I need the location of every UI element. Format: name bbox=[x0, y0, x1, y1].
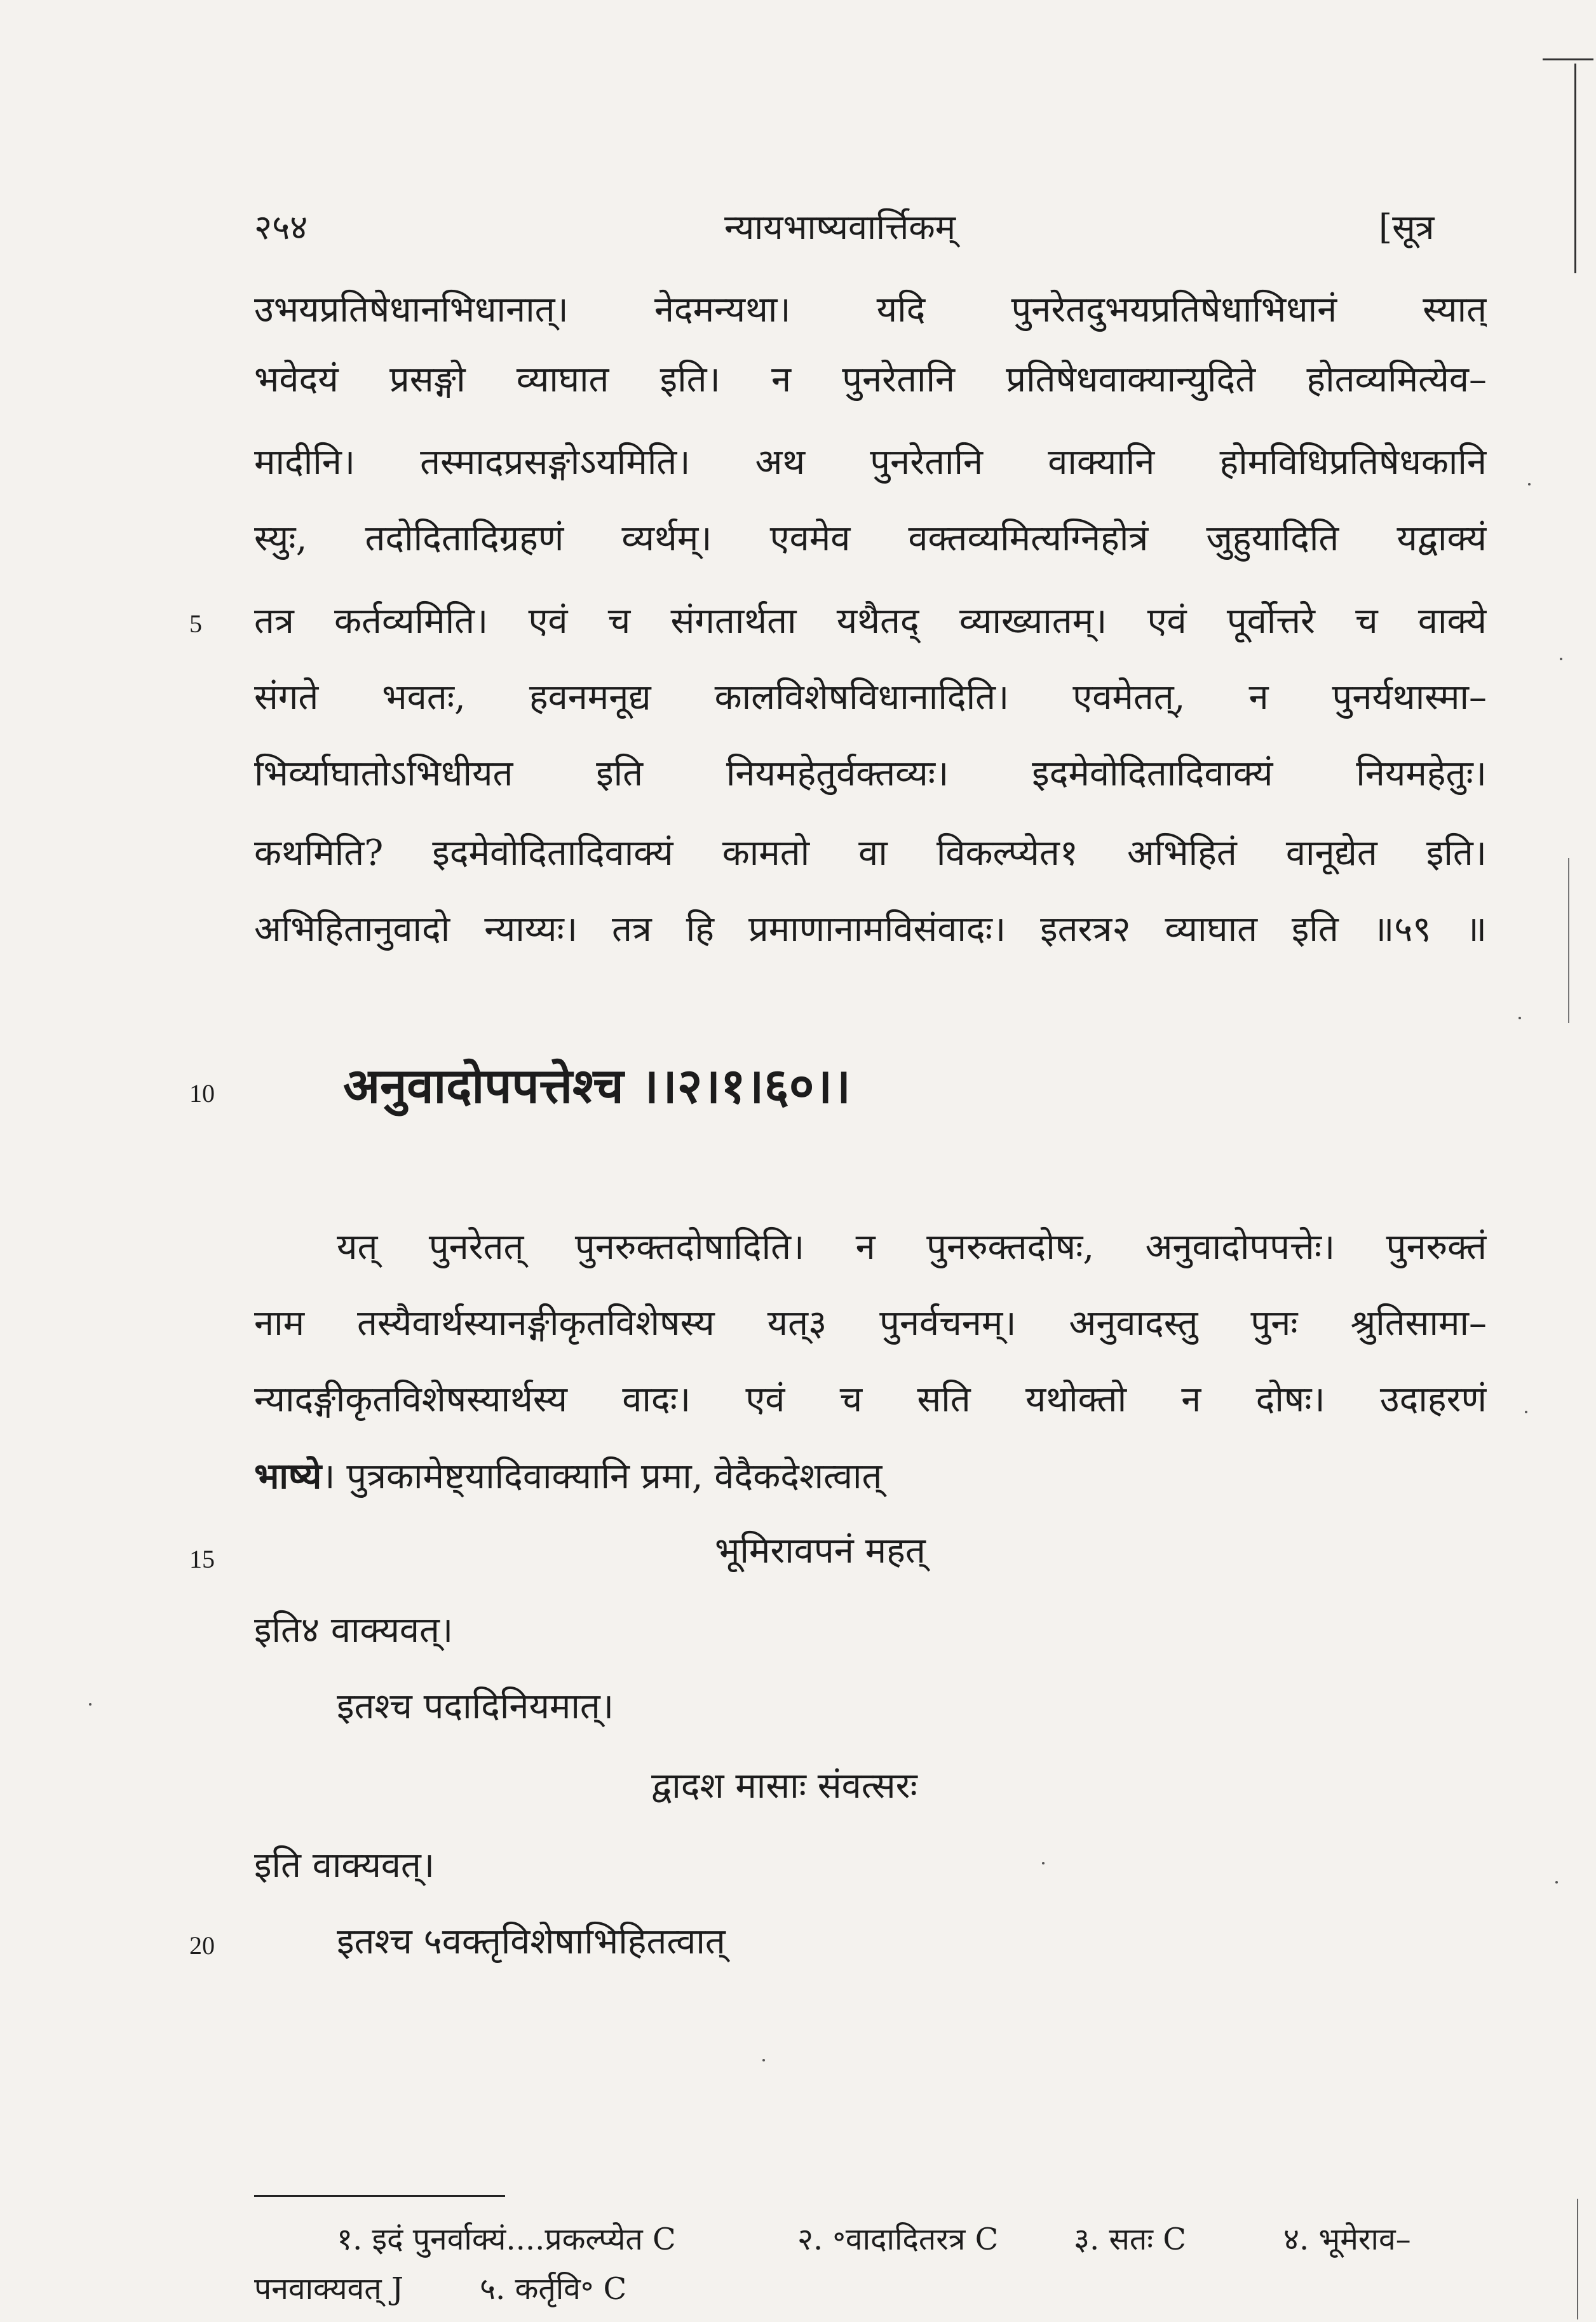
scan-edge-right-2 bbox=[1568, 858, 1569, 1023]
sutra-heading: अनुवादोपपत्तेश्च ।।२।१।६०।। bbox=[343, 1057, 851, 1114]
text-line-2: भवेदयं प्रसङ्गो व्याघात इति। न पुनरेतानि प्रतिषेधवाक्यान्युदिते होतव्यमित्येव– bbox=[254, 359, 1487, 400]
footnote-4a: ४. भूमेराव– bbox=[1283, 2222, 1411, 2257]
running-section: [सूत्र bbox=[1379, 207, 1435, 247]
page-number: २५४ bbox=[254, 207, 308, 247]
bhashye-bold: भाष्ये bbox=[254, 1455, 322, 1497]
footnote-2: २. ॰वादादितरत्र C bbox=[797, 2222, 999, 2257]
scan-edge-top bbox=[1543, 58, 1593, 60]
speck bbox=[762, 2059, 765, 2061]
speck bbox=[1042, 1862, 1045, 1864]
text-line-4: स्युः, तदोदितादिग्रहणं व्यर्थम्। एवमेव वक्तव्यमित्यग्निहोत्रं जुहुयादिति यद्वाक्यं bbox=[254, 518, 1487, 559]
speck bbox=[1528, 483, 1531, 485]
speck bbox=[1525, 1411, 1527, 1413]
text-line-1: उभयप्रतिषेधानभिधानात्। नेदमन्यथा। यदि पुनरेतदुभयप्रतिषेधाभिधानं स्यात् bbox=[254, 289, 1487, 330]
speck bbox=[1555, 1881, 1558, 1884]
bhashye-rest: । पुत्रकामेष्ट्यादिवाक्यानि प्रमा, वेदैकदेशत्वात् bbox=[321, 1456, 883, 1497]
itashcha-padadi: इतश्च पदादिनियमात्। bbox=[337, 1686, 614, 1727]
text-line-7: भिर्व्याघातोऽभिधीयत इति नियमहेतुर्वक्तव्यः। इदमेवोदितादिवाक्यं नियमहेतुः। bbox=[254, 753, 1487, 794]
speck bbox=[89, 1703, 91, 1706]
running-title: न्यायभाष्यवार्त्तिकम् bbox=[724, 207, 956, 247]
speck bbox=[1560, 658, 1562, 660]
line-number-10: 10 bbox=[189, 1079, 215, 1108]
quote-bhumir: भूमिरावपनं महत् bbox=[715, 1530, 926, 1572]
footnote-5: ५. कर्तृवि॰ C bbox=[480, 2271, 627, 2307]
commentary-line-1: यत् पुनरेतत् पुनरुक्तदोषादिति। न पुनरुक्तदोषः, अनुवादोपपत्तेः। पुनरुक्तं bbox=[337, 1226, 1487, 1268]
text-line-6: संगते भवतः, हवनमनूद्य कालविशेषविधानादिति। एवमेतत्, न पुनर्यथास्मा– bbox=[254, 677, 1487, 718]
itashcha-vaktr: इतश्च ५वक्तृविशेषाभिहितत्वात् bbox=[337, 1921, 726, 1962]
commentary-line-3: न्यादङ्गीकृतविशेषस्यार्थस्य वादः। एवं च सति यथोक्तो न दोषः। उदाहरणं bbox=[254, 1379, 1487, 1420]
footnote-1: १. इदं पुनर्वाक्यं....प्रकल्प्येत C bbox=[337, 2222, 676, 2257]
line-number-15: 15 bbox=[189, 1545, 215, 1573]
iti-vakyavat-1: इति४ वाक्यवत्। bbox=[254, 1610, 454, 1651]
footnote-rule bbox=[254, 2195, 505, 2197]
line-number-5: 5 bbox=[189, 609, 202, 638]
footnote-3: ३. सतः C bbox=[1074, 2222, 1186, 2257]
quote-dvadasha: द्वादश मासाः संवत्सरः bbox=[651, 1765, 917, 1807]
text-line-3: मादीनि। तस्मादप्रसङ्गोऽयमिति। अथ पुनरेतानि वाक्यानि होमविधिप्रतिषेधकानि bbox=[254, 442, 1487, 483]
iti-vakyavat-2: इति वाक्यवत्। bbox=[254, 1845, 435, 1886]
text-line-9: अभिहितानुवादो न्याय्यः। तत्र हि प्रमाणानामविसंवादः। इतरत्र२ व्याघात इति ॥५९ ॥ bbox=[254, 909, 1487, 950]
scan-edge-right-1 bbox=[1574, 64, 1576, 273]
speck bbox=[1518, 1017, 1521, 1019]
scan-edge-right-3 bbox=[1577, 2199, 1578, 2319]
line-number-20: 20 bbox=[189, 1931, 215, 1960]
text-line-5: तत्र कर्तव्यमिति। एवं च संगतार्थता यथैतद् व्याख्यातम्। एवं पूर्वोत्तरे च वाक्ये bbox=[254, 601, 1487, 642]
commentary-line-4 bbox=[254, 1452, 1487, 1500]
commentary-line-2: नाम तस्यैवार्थस्यानङ्गीकृतविशेषस्य यत्३ पुनर्वचनम्। अनुवादस्तु पुनः श्रुतिसामा– bbox=[254, 1303, 1487, 1344]
text-line-8: कथमिति? इदमेवोदितादिवाक्यं कामतो वा विकल्प्येत१ अभिहितं वानूद्येत इति। bbox=[254, 832, 1487, 874]
footnote-4b: पनवाक्यवत् J bbox=[254, 2271, 404, 2307]
